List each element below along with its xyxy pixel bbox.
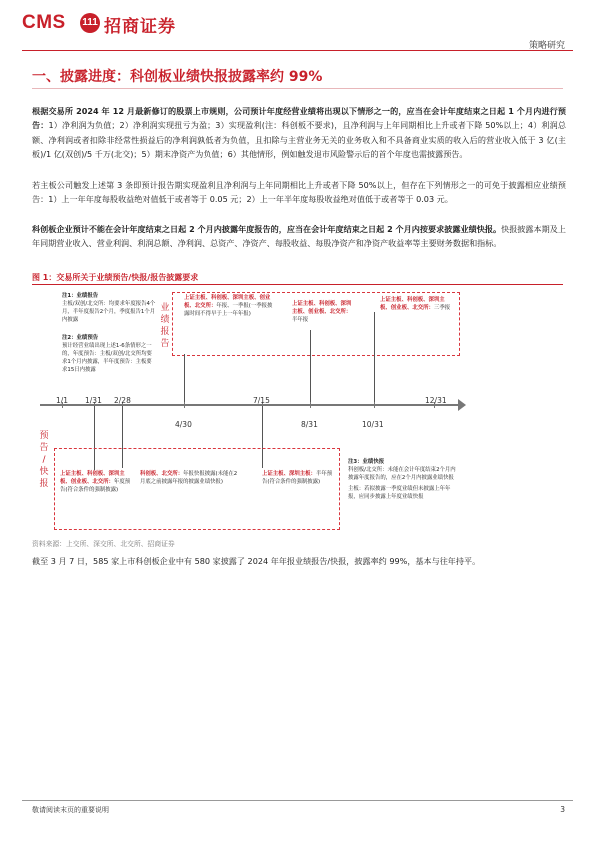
preview-half-year-exchanges: 上证主板、深圳主板： (262, 471, 316, 477)
tick-4-30 (184, 402, 185, 408)
note-3 (348, 458, 460, 501)
date-label: 7/15 (253, 396, 270, 405)
note-3-body-1: 科创板/北交所：未能在会计年度结束2个月内披露年度报告的，应在2个月内披露业绩快报 (348, 467, 456, 481)
note-3-title: 注3：业绩快报 (348, 459, 385, 465)
date-label: 2/28 (114, 396, 131, 405)
paragraph-1 (32, 104, 566, 162)
note-2-title: 注2：业绩预告 (62, 335, 99, 341)
connector-8-31 (310, 330, 311, 404)
report-half-year-exchanges: 上证主板、科创板、深圳主板、创业板、北交所： (292, 301, 352, 315)
report-side-label: 业 绩 报 告 (160, 303, 170, 349)
header-divider (22, 50, 573, 51)
paragraph-1-bold: 根据交易所 2024 年 12 月最新修订的股票上市规则，公司预计年度经营业绩将出现以下情形之一的，应当在会计年度结束之日起 1 个月内进行预告： (32, 106, 566, 131)
timeline-arrow-icon (458, 399, 466, 411)
paragraph-3-body: 快报披露本期及上年同期营业收入、营业利润、利润总额、净利润、总资产、净资产、每股收益、每股净资产和净资产收益率等主要财务数据和指标。 (32, 224, 566, 249)
date-label: 12/31 (425, 396, 447, 405)
report-q3 (380, 296, 454, 312)
page-number: 3 (560, 805, 565, 814)
flash-report (140, 470, 240, 486)
figure-title-divider (32, 284, 563, 285)
section-title: 一、披露进度：科创板业绩快报披露率约 99% (32, 69, 323, 85)
timeline-axis (40, 404, 460, 406)
paragraph-3 (32, 222, 566, 251)
report-category: 策略研究 (528, 41, 565, 51)
section-divider (32, 88, 563, 89)
note-2 (62, 334, 156, 374)
footer-divider (22, 800, 573, 801)
date-label: 1/1 (56, 396, 69, 405)
paragraph-2: 若主板公司触发上述第 3 条即预计报告期实现盈利且净利润与上年同期相比上升或者下降 50%以上，但存在下列情形之一的可免于披露相应业绩预告：1）上一年年度每股收益绝对值低于或者等于 0.05 元；2）上一年半年度每股收益绝对值低于或者等于 0.03 元。 (32, 180, 566, 205)
date-label: 4/30 (175, 420, 192, 429)
figure-source: 资料来源：上交所、深交所、北交所、招商证券 (32, 540, 175, 548)
report-q3-exchanges: 上证主板、科创板、深圳主板、创业板、北交所： (380, 297, 445, 311)
preview-half-year (262, 470, 334, 486)
tick-10-31 (374, 402, 375, 408)
flash-report-body: 年报快报披露(未能在2月底之前披露年报的披露业绩快报) (140, 471, 238, 485)
connector-4-30 (184, 354, 185, 404)
report-annual-q1-exchanges: 上证主板、科创板、深圳主板、创业板、北交所： (184, 295, 271, 309)
connector-10-31 (374, 312, 375, 404)
date-label: 1/31 (85, 396, 102, 405)
tick-8-31 (310, 402, 311, 408)
note-1-title: 注1：业绩报告 (62, 293, 99, 299)
preview-annual-exchanges: 上证主板、科创板、深圳主板、创业板、北交所： (60, 471, 125, 485)
footer-disclaimer: 敬请阅读末页的重要说明 (32, 806, 109, 814)
preview-half-year-body: 半年预告(符合条件的强制披露) (262, 471, 333, 485)
figure-title: 图 1：交易所关于业绩预告/快报/报告披露要求 (32, 273, 199, 282)
paragraph-1-body: 1）净利润为负值；2）净利润实现扭亏为盈；3）实现盈利(注：科创板不要求)，且净利润与上年同期相比上升或者下降 50%以上；4）利润总额、净利润或者扣除非经常性损益后的净利润孰低者为负值，且扣除与主营业务无关的业务收入和不具备商业实质的收入后的营业收入低于 3 亿(主板)/1 亿(双创)/5 千万(北交)；5）期末净资产为负值；6）其他情形，例如触发退市风险警示后的首个年度也需披露预告。 (32, 120, 566, 160)
report-half-year (292, 300, 354, 324)
flash-report-exchanges: 科创板、北交所： (140, 471, 184, 477)
preview-annual (60, 470, 134, 494)
date-label: 10/31 (362, 420, 384, 429)
report-q3-body: 三季报 (433, 305, 451, 311)
date-label: 8/31 (301, 420, 318, 429)
report-annual-q1-body: 年报、一季报(一季报披露时间不得早于上一年年报) (184, 303, 273, 317)
note-1-body: 主板/双创/北交所：均要求年度报告4个月，半年度报告2个月，季度报告1个月内披露 (62, 301, 156, 323)
paragraph-4: 截至 3 月 7 日，585 家上市科创板企业中有 580 家披露了 2024 年年报业绩报告/快报，披露率约 99%，基本与往年持平。 (32, 556, 481, 566)
paragraph-3-bold: 科创板企业预计不能在会计年度结束之日起 2 个月内披露年度报告的，应当在会计年度结束之日起 2 个月内按要求披露业绩快报。 (32, 224, 502, 234)
report-half-year-body: 半年报 (292, 317, 309, 323)
note-1 (62, 292, 156, 324)
preview-annual-body: 年度预告(符合条件的强制披露) (60, 479, 131, 493)
note-3-body-2: 主板：若拟披露一季度业绩但未披露上年年报，应同步披露上年度业绩快报 (348, 486, 451, 500)
note-2-body: 预计经营业绩出现上述1-6条情形之一的，年度预告：主板/双创/北交所均要求1个月内披露，半年度预告：主板要求15日内披露 (62, 343, 152, 373)
cms-logo-text: CMS (22, 12, 66, 33)
company-name: 招商证券 (104, 17, 176, 37)
report-annual-q1 (184, 294, 274, 318)
cms-logo-icon: 111 (80, 13, 100, 33)
preview-side-label: 预 告 / 快 报 (39, 431, 49, 489)
